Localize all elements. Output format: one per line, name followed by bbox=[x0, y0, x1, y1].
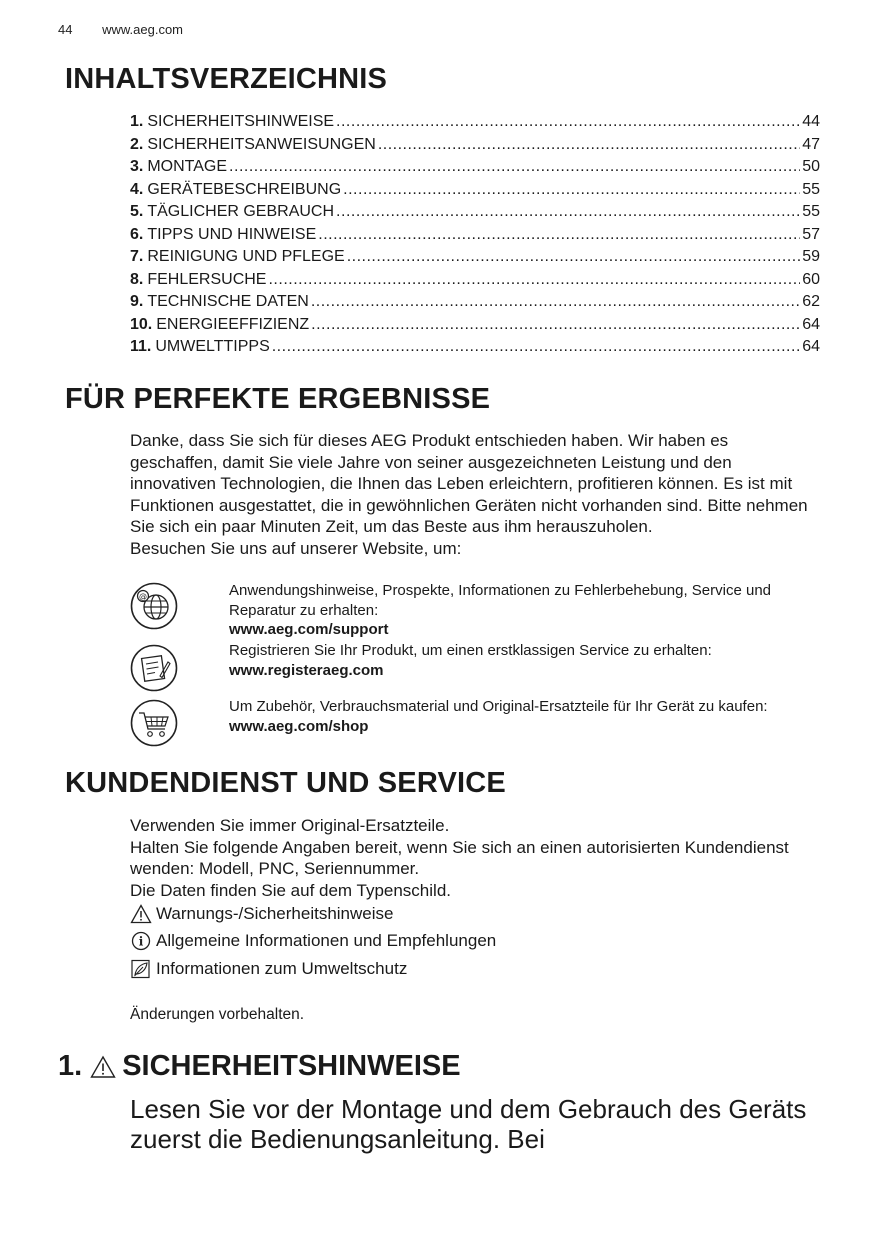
toc-item-number: 1. bbox=[130, 113, 144, 130]
visit-text: Besuchen Sie uns auf unserer Website, um: bbox=[130, 538, 462, 558]
toc-item-label: MONTAGE bbox=[147, 158, 228, 175]
toc-item-page: 50 bbox=[802, 158, 820, 175]
toc-item[interactable] bbox=[130, 336, 820, 359]
toc-item-page: 47 bbox=[802, 135, 820, 153]
visit-item-text-block bbox=[229, 581, 809, 640]
page-number: 44 bbox=[58, 22, 73, 37]
intro-text: Danke, dass Sie sich für dieses AEG Produkt entschieden haben. Wir haben es geschaffen, damit Sie viele Jahre von seiner ausgezeichneten Leistung und den innovativen Technologien, die Ihnen das Leben erleichtern, profitieren können. Es ist mit Funktionen ausgestattet, die in gewöhnlichen Geräten nicht vorhanden sind. Bitte nehmen Sie sich ein paar Minuten Zeit, um das Beste aus ihm herauszuholen. bbox=[130, 431, 808, 536]
toc-item-number: 8. bbox=[130, 270, 144, 288]
toc-item-label: ENERGIEEFFIZIENZ bbox=[156, 315, 310, 333]
svg-text:i: i bbox=[138, 934, 144, 949]
toc-item-label: TECHNISCHE DATEN bbox=[147, 293, 309, 310]
service-line: Verwenden Sie immer Original-Ersatzteile. bbox=[130, 816, 450, 835]
leaf-icon bbox=[130, 959, 152, 979]
toc-item[interactable] bbox=[130, 269, 820, 292]
service-line: Halten Sie folgende Angaben bereit, wenn Sie sich an einen autorisierten Kundendienst wenden: Modell, PNC, Seriennummer. bbox=[130, 837, 789, 878]
toc-item[interactable] bbox=[130, 111, 820, 134]
toc-item-page: 55 bbox=[802, 203, 820, 220]
visit-item-text: Anwendungshinweise, Prospekte, Informationen zu Fehlerbehebung, Service und Reparatur zu erhalten: bbox=[229, 582, 772, 619]
visit-item-text-block bbox=[229, 641, 809, 680]
toc-item-page: 55 bbox=[802, 180, 820, 198]
toc-item-label: FEHLERSUCHE bbox=[147, 270, 267, 288]
toc-item-number: 11. bbox=[130, 338, 152, 355]
shop-link[interactable]: www.aeg.com/shop bbox=[229, 717, 369, 735]
support-link[interactable]: www.aeg.com/support bbox=[229, 621, 389, 638]
toc-title: INHALTSVERZEICHNIS bbox=[65, 63, 388, 95]
warning-icon bbox=[130, 904, 152, 924]
register-link[interactable]: www.registeraeg.com bbox=[229, 661, 384, 679]
toc-item-number: 2. bbox=[130, 135, 144, 153]
toc-item[interactable] bbox=[130, 291, 820, 314]
toc-item-label: REINIGUNG UND PFLEGE bbox=[147, 248, 345, 265]
visit-item-text-block bbox=[229, 697, 809, 736]
toc-item-label: UMWELTTIPPS bbox=[155, 338, 270, 355]
header-url[interactable]: www.aeg.com bbox=[102, 22, 184, 37]
toc-item[interactable] bbox=[130, 134, 820, 157]
toc-item-label: SICHERHEITSHINWEISE bbox=[147, 113, 335, 130]
visit-item-text: Registrieren Sie Ihr Produkt, um einen erstklassigen Service zu erhalten: bbox=[229, 642, 712, 659]
toc-item-label: SICHERHEITSANWEISUNGEN bbox=[147, 135, 376, 153]
toc-item-number: 6. bbox=[130, 225, 144, 243]
toc-item-page: 62 bbox=[802, 293, 820, 310]
visit-item-text: Um Zubehör, Verbrauchsmaterial und Original-Ersatzteile für Ihr Gerät zu kaufen: bbox=[229, 698, 768, 715]
toc-item-number: 5. bbox=[130, 203, 144, 220]
section-1-text: Lesen Sie vor der Montage und dem Gebrauch des Geräts zuerst die Bedienungsanleitung. Bei bbox=[130, 1094, 807, 1154]
toc-item-label: GERÄTEBESCHREIBUNG bbox=[147, 180, 342, 198]
globe-icon bbox=[130, 582, 178, 630]
legend-item-info bbox=[130, 928, 496, 956]
intro-paragraph bbox=[130, 430, 820, 559]
warning-icon bbox=[90, 1055, 116, 1079]
page-header bbox=[58, 22, 183, 37]
toc-item[interactable] bbox=[130, 201, 820, 224]
toc-item[interactable] bbox=[130, 314, 820, 337]
perfect-results-title: FÜR PERFEKTE ERGEBNISSE bbox=[65, 383, 491, 415]
toc-item-number: 10. bbox=[130, 315, 153, 333]
symbol-legend bbox=[130, 900, 496, 983]
section-1-heading bbox=[58, 1050, 461, 1083]
toc-item-number: 3. bbox=[130, 158, 144, 175]
section-title: SICHERHEITSHINWEISE bbox=[122, 1050, 461, 1082]
toc-item-page: 64 bbox=[802, 315, 820, 333]
info-icon bbox=[130, 931, 152, 951]
table-of-contents bbox=[130, 111, 820, 359]
toc-item-label: TIPPS UND HINWEISE bbox=[147, 225, 317, 243]
toc-item-page: 59 bbox=[802, 248, 820, 265]
service-paragraph bbox=[130, 815, 820, 901]
toc-item-label: TÄGLICHER GEBRAUCH bbox=[147, 203, 335, 220]
toc-item-number: 4. bbox=[130, 180, 144, 198]
toc-item-page: 64 bbox=[802, 338, 820, 355]
toc-item-page: 57 bbox=[802, 225, 820, 243]
toc-item-page: 44 bbox=[802, 113, 820, 130]
toc-item[interactable] bbox=[130, 156, 820, 179]
toc-item[interactable] bbox=[130, 179, 820, 202]
register-form-icon bbox=[130, 644, 178, 692]
legend-text: Warnungs-/Sicherheitshinweise bbox=[156, 903, 394, 923]
legend-item-environment bbox=[130, 955, 496, 983]
changes-note: Änderungen vorbehalten. bbox=[130, 1006, 305, 1023]
customer-service-title: KUNDENDIENST UND SERVICE bbox=[65, 767, 506, 799]
legend-text: Informationen zum Umweltschutz bbox=[156, 958, 408, 978]
toc-item[interactable] bbox=[130, 224, 820, 247]
shopping-cart-icon bbox=[130, 699, 178, 747]
toc-item[interactable] bbox=[130, 246, 820, 269]
section-number: 1. bbox=[58, 1050, 83, 1082]
legend-text: Allgemeine Informationen und Empfehlungen bbox=[156, 931, 497, 951]
service-line: Die Daten finden Sie auf dem Typenschild. bbox=[130, 880, 451, 900]
toc-item-page: 60 bbox=[802, 270, 820, 288]
toc-item-number: 9. bbox=[130, 293, 144, 310]
toc-item-number: 7. bbox=[130, 248, 144, 265]
svg-text:@: @ bbox=[139, 592, 147, 601]
legend-item-warning bbox=[130, 900, 496, 928]
